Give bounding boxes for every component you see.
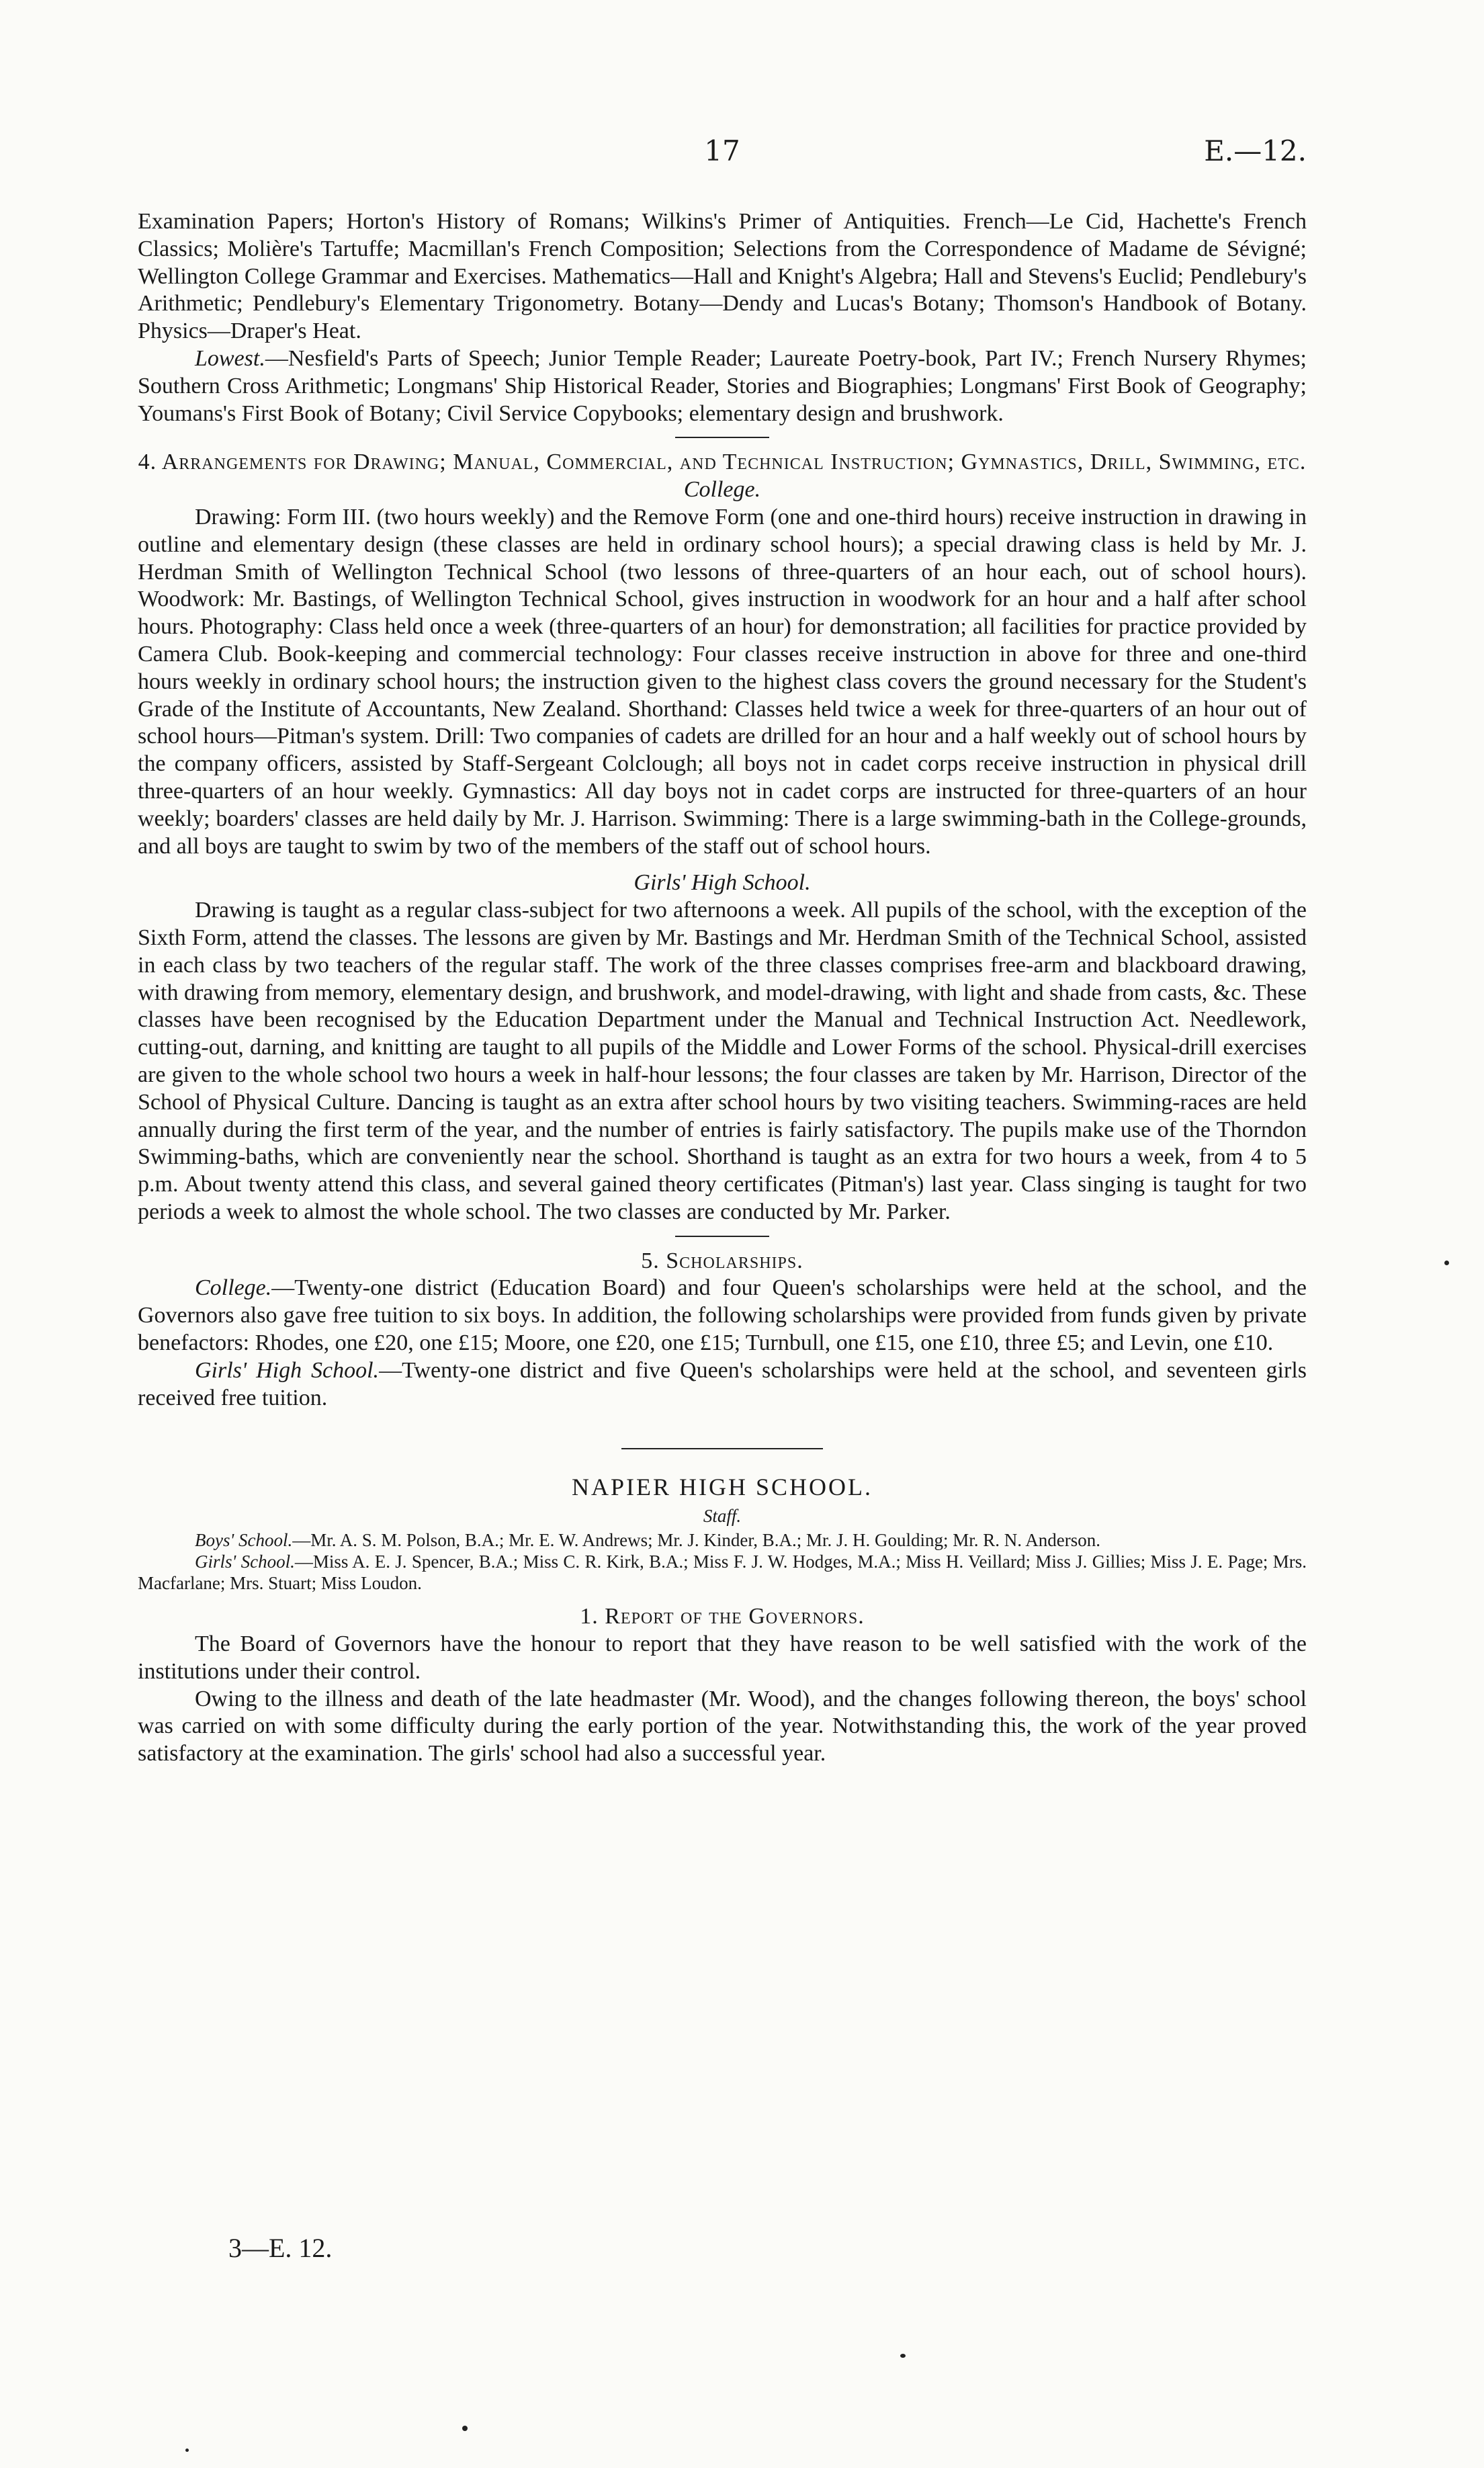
section-divider [675,1236,769,1237]
girls-staff-paragraph [138,1551,1307,1594]
report-paragraph-1: The Board of Governors have the honour to report that they have reason to be well satisfied with the work of the institutions under their control. [138,1631,1307,1684]
napier-title: NAPIER HIGH SCHOOL. [571,1474,873,1501]
report-heading: 1. Report of the Governors. [580,1604,865,1629]
scan-speck [462,2426,468,2431]
textbook-list-paragraph: Examination Papers; Horton's History of Romans; Wilkins's Primer of Antiquities. French—Le Cid, Hachette's French Classics; Molière's Tartuffe; Macmillan's French Composition; Selections from the Correspondence of Madame de Sévigné; Wellington College Grammar and Exercises. Mathematics—Hall and Knight's Algebra; Hall and Stevens's Euclid; Pendlebury's Arithmetic; Pendlebury's Elementary Trigonometry. Botany—Dendy and Lucas's Botany; Thomson's Handbook of Botany. Physics—Draper's Heat. [138,209,1307,344]
lowest-form-paragraph [138,345,1307,427]
college-scholarships-text: —Twenty-one district (Education Board) and four Queen's scholarships were held at the school, and the Governors also gave free tuition to six boys. In addition, the following scholarships were provided from funds given by private benefactors: Rhodes, one £20, one £15; Moore, one £20, one £15; Turnbull, one £15, one £10, three £5; and Levin, one £10. [138,1275,1307,1356]
girls-instruction-paragraph: Drawing is taught as a regular class-subject for two afternoons a week. All pupils of the school, with the exception of the Sixth Form, attend the classes. The lessons are given by Mr. Bastings and Mr. Herdman Smith of the Technical School, assisted in each class by two teachers of the regular staff. The work of the three classes comprises free-arm and blackboard drawing, with drawing from memory, elementary design, and brushwork, and model-drawing, with light and shade from casts, &c. These classes have been recognised by the Education Department under the Manual and Technical Instruction Act. Needlework, cutting-out, darning, and knitting are taught to all pupils of the Middle and Lower Forms of the school. Physical-drill exercises are given to the whole school two hours a week in half-hour lessons; the four classes are taken by Mr. Harrison, Director of the School of Physical Culture. Dancing is taught as an extra after school hours by two visiting teachers. Swimming-races are held annually during the first term of the year, and the number of entries is fairly satisfactory. The pupils make use of the Thorndon Swimming-baths, which are conveniently near the school. Shorthand is taught as an extra for two hours a week, from 4 to 5 p.m. About twenty attend this class, and several gained theory certificates (Pitman's) last year. Class singing is taught for two periods a week to almost the whole school. The two classes are conducted by Mr. Parker. [138,898,1307,1224]
school-divider [621,1448,823,1449]
page-number: 17 [704,134,740,167]
lowest-text: —Nesfield's Parts of Speech; Junior Temple Reader; Laureate Poetry-book, Part IV.; French Nursery Rhymes; Southern Cross Arithmetic; Longmans' Ship Historical Reader, Stories and Biographies; Longmans' First Book of Geography; Youmans's First Book of Botany; Civil Service Copybooks; elementary design and brushwork. [138,345,1307,426]
boys-staff-text: —Mr. A. S. M. Polson, B.A.; Mr. E. W. Andrews; Mr. J. Kinder, B.A.; Mr. J. H. Goulding; Mr. R. N. Anderson. [292,1530,1101,1551]
girls-scholarships-text: —Twenty-one district and five Queen's scholarships were held at the school, and seventeen girls received free tuition. [138,1357,1307,1410]
signature-mark: 3—E. 12. [228,2233,333,2263]
staff-subheading: Staff. [703,1506,742,1527]
college-scholarships-paragraph [138,1275,1307,1357]
college-subheading: College. [683,477,761,503]
college-label: College. [195,1275,272,1301]
document-reference: E.—12. [1204,134,1307,167]
scan-speck [185,2449,189,2452]
section-4-heading: 4. Arrangements for Drawing; Manual, Commercial, and Technical Instruction; Gymnastics, Drill, Swimming, etc. [138,450,1307,475]
girls-high-school-subheading: Girls' High School. [634,870,811,896]
boys-school-label: Boys' School. [195,1530,293,1551]
lowest-label: Lowest. [195,345,265,371]
scan-speck [1444,1261,1449,1265]
girls-staff-text: —Miss A. E. J. Spencer, B.A.; Miss C. R. Kirk, B.A.; Miss F. J. W. Hodges, M.A.; Miss H. Veillard; Miss J. Gillies; Miss J. E. Page; Mrs. Macfarlane; Mrs. Stuart; Miss Loudon. [138,1551,1307,1594]
page-body [138,208,1307,1768]
girls-label: Girls' High School. [195,1357,380,1383]
girls-scholarships-paragraph [138,1357,1307,1412]
report-paragraph-2: Owing to the illness and death of the late headmaster (Mr. Wood), and the changes following thereon, the boys' school was carried on with some difficulty during the early portion of the year. Notwithstanding this, the work of the year proved satisfactory at the examination. The girls' school had also a successful year. [138,1686,1307,1767]
section-divider [675,437,769,438]
girls-school-label: Girls' School. [195,1551,295,1572]
scan-speck [900,2354,906,2358]
page-header [138,134,1307,181]
section-5-heading: 5. Scholarships. [641,1248,803,1273]
college-instruction-paragraph: Drawing: Form III. (two hours weekly) and the Remove Form (one and one-third hours) receive instruction in drawing in outline and elementary design (these classes are held in ordinary school hours); a special drawing class is held by Mr. J. Herdman Smith of Wellington Technical School (two lessons of three-quarters of an hour each, out of school hours). Woodwork: Mr. Bastings, of Wellington Technical School, gives instruction in woodwork for an hour and a half after school hours. Photography: Class held once a week (three-quarters of an hour) for demonstration; all facilities for practice provided by Camera Club. Book-keeping and commercial technology: Four classes receive instruction in above for three and one-third hours weekly in ordinary school hours; the instruction given to the highest class covers the ground necessary for the Student's Grade of the Institute of Accountants, New Zealand. Shorthand: Classes held twice a week for three-quarters of an hour out of school hours—Pitman's system. Drill: Two companies of cadets are drilled for an hour and a half weekly out of school hours by the company officers, assisted by Staff-Sergeant Colclough; all boys not in cadet corps receive instruction in physical drill three-quarters of an hour weekly. Gymnastics: All day boys not in cadet corps are instructed for three-quarters of an hour weekly; boarders' classes are held daily by Mr. J. Harrison. Swimming: There is a large swimming-bath in the College-grounds, and all boys are taught to swim by two of the members of the staff out of school hours. [138,504,1307,859]
boys-staff-paragraph [138,1529,1307,1551]
